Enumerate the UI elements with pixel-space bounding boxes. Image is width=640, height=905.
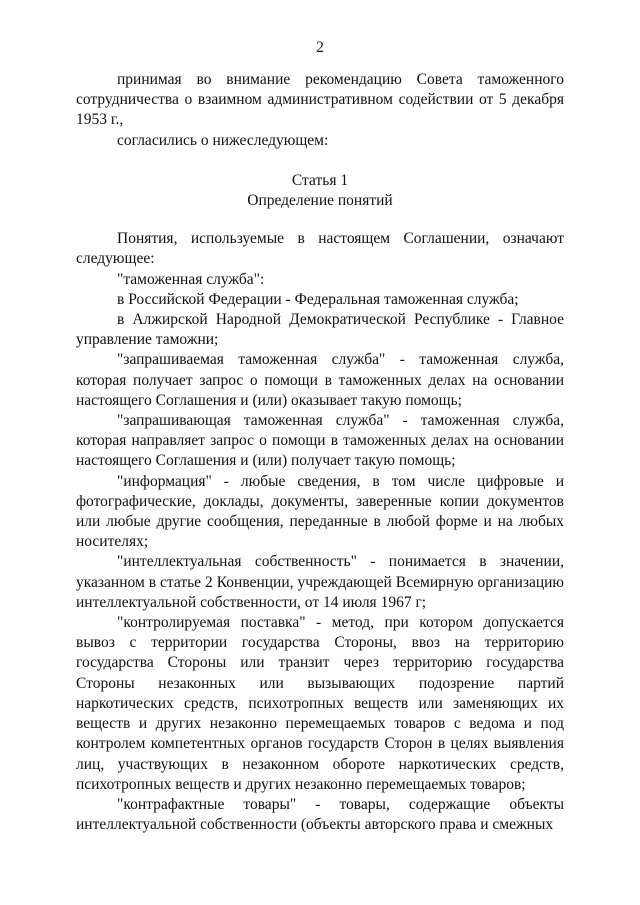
spacer	[76, 211, 564, 229]
body-paragraph: "запрашивающая таможенная служба" - таможенная служба, которая направляет запрос о помощи в таможенных делах на основании настоящего Соглашения и (или) получает такую помощь;	[76, 412, 564, 470]
preamble-paragraph: принимая во внимание рекомендацию Совета таможенного сотрудничества о взаимном административном содействии от 5 декабря 1953 г.,	[76, 71, 564, 129]
body-paragraph: в Алжирской Народной Демократической Республике - Главное управление таможни;	[76, 311, 564, 349]
preamble-paragraph: согласились о нижеследующем:	[117, 131, 329, 149]
document-body	[76, 70, 564, 835]
body-paragraph: "контрафактные товары" - товары, содержащие объекты интеллектуальной собственности (объекты авторского права и смежных	[76, 795, 564, 834]
body-paragraph: "контролируемая поставка" - метод, при котором допускается вывоз с территории государства Стороны, ввоз на территорию государства Стороны или транзит через территорию государства Стороны незаконных или вызывающих подозрение партий наркотических средств, психотропных веществ или заменяющих их веществ и других незаконно перемещаемых товаров с ведома и под контролем компетентных органов государств Сторон в целях выявления лиц, участвующих в незаконном обороте наркотических средств, психотропных веществ и других незаконно перемещаемых товаров;	[76, 614, 564, 793]
body-paragraph: "информация" - любые сведения, в том числе цифровые и фотографические, доклады, документы, заверенные копии документов или любые другие сообщения, переданные в любой форме и на любых носителях;	[76, 472, 564, 551]
article-subtitle: Определение понятий	[247, 192, 393, 210]
article-title: Статья 1	[291, 171, 349, 189]
spacer	[76, 151, 564, 171]
page-number: 2	[316, 39, 324, 56]
body-paragraph: "интеллектуальная собственность" - понимается в значении, указанном в статье 2 Конвенции, учреждающей Всемирную организацию интеллектуальной собственности, от 14 июля 1967 г;	[76, 553, 564, 611]
body-paragraph: Понятия, используемые в настоящем Соглашении, означают следующее:	[76, 230, 564, 268]
body-paragraph: "запрашиваемая таможенная служба" - таможенная служба, которая получает запрос о помощи в таможенных делах на основании настоящего Соглашения и (или) оказывает такую помощь;	[76, 351, 564, 409]
body-paragraph: "таможенная служба":	[117, 270, 265, 288]
body-paragraph: в Российской Федерации - Федеральная таможенная служба;	[117, 290, 519, 308]
